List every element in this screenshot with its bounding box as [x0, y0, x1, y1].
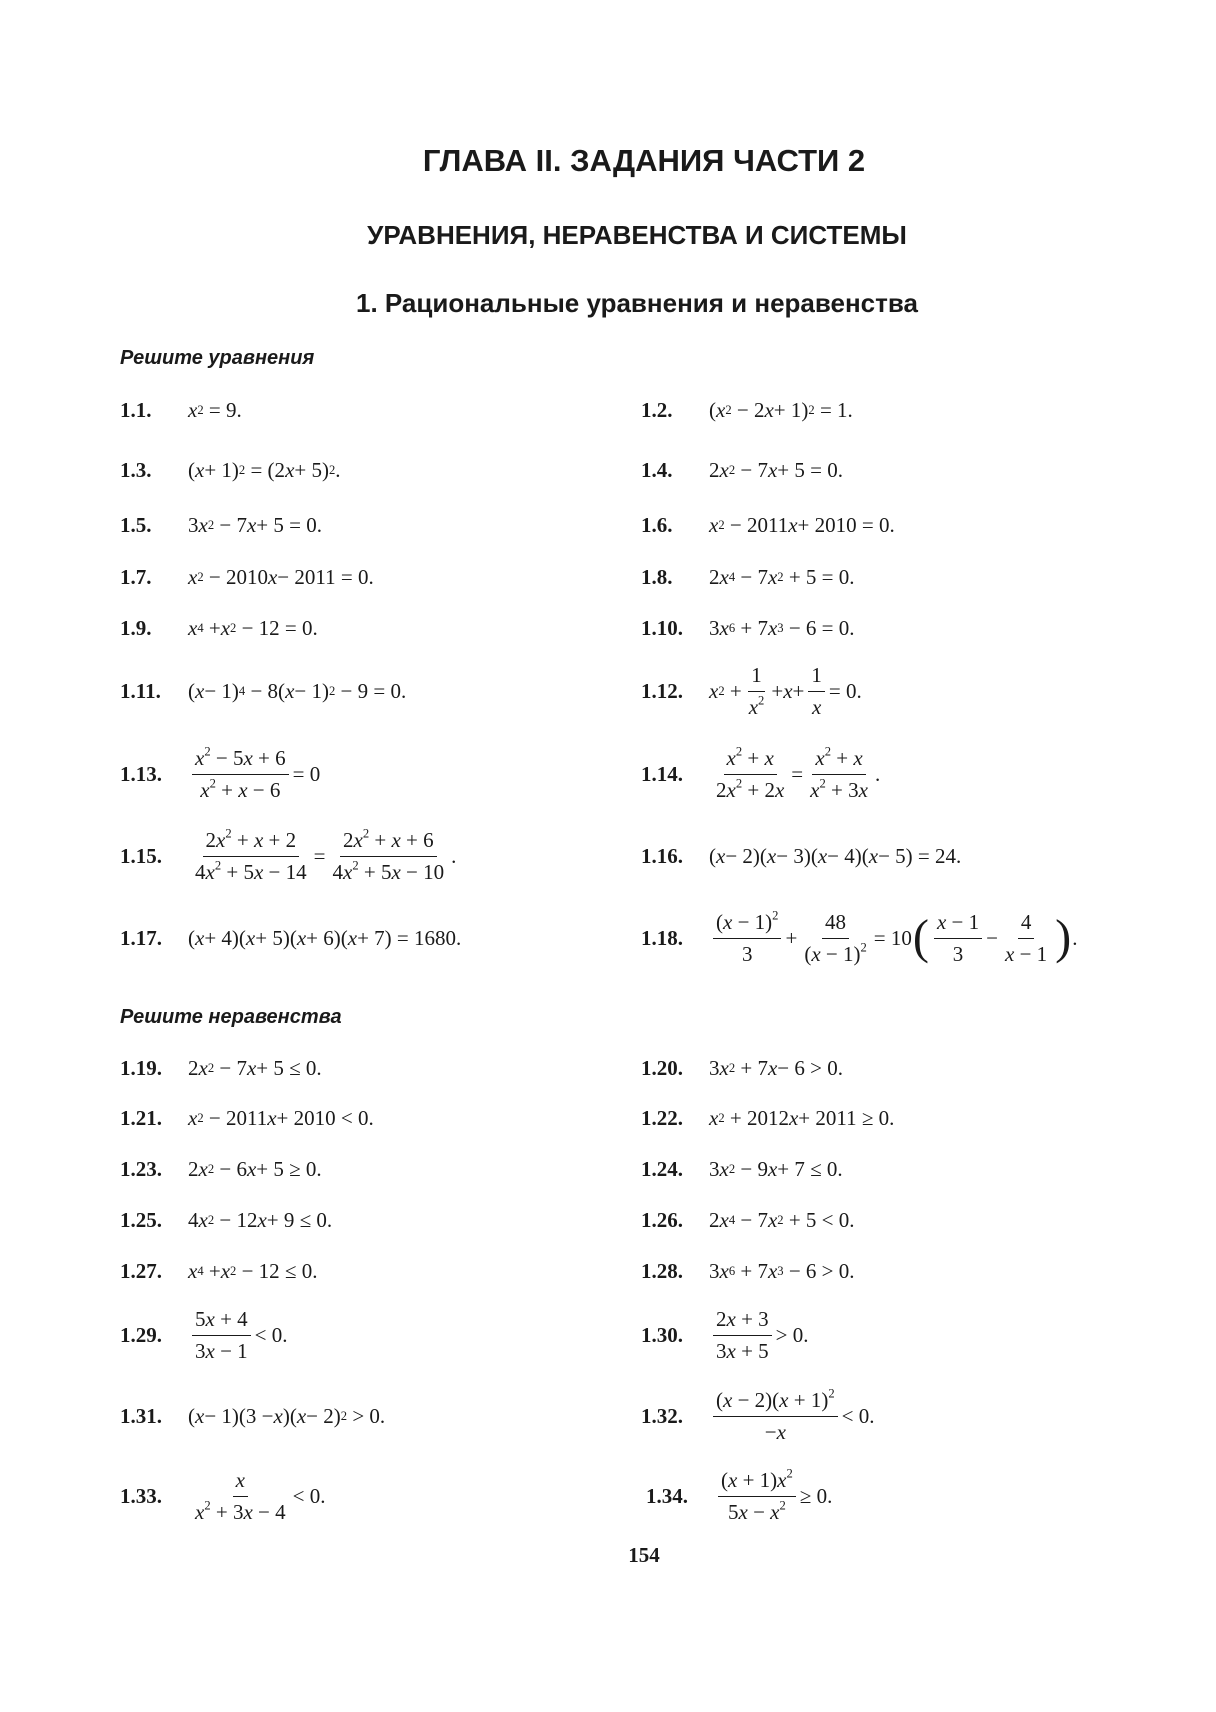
problem [120, 1376, 590, 1456]
problem-number: 1.15. [120, 843, 162, 868]
problem-number: 1.9. [120, 615, 152, 640]
problem [641, 734, 1111, 814]
problem-expression: x 4 + x 2 − 12 = 0. [188, 615, 318, 640]
problem-number: 1.2. [641, 397, 673, 422]
problem-number: 1.13. [120, 761, 162, 786]
problem-expression: $\frac{(x - 1)^2}{3}$ + $\frac{48}{(x - 1)^2}$ = 10 ( $\frac{x - 1}{3}$ − $\frac{4}{x - 1}$ ) . [709, 910, 1078, 965]
problem-expression: $\frac{5x + 4}{3x - 1}$ < 0. [188, 1307, 288, 1362]
problem-expression: ( x − 1)(3 − x )( x − 2) 2 > 0. [188, 1403, 386, 1428]
problem-expression: 4 x 2 − 12 x + 9 ≤ 0. [188, 1207, 333, 1232]
inequalities-heading: Решите неравенства [120, 1006, 342, 1028]
problem-expression: $\frac{(x - 2)(x + 1)^2}{-x}$ < 0. [709, 1388, 874, 1443]
problem-expression: 2 x 4 − 7 x 2 + 5 = 0. [709, 564, 855, 589]
chapter-title: ГЛАВА II. ЗАДАНИЯ ЧАСТИ 2 [422, 143, 866, 178]
problem-expression: 3 x 2 − 9 x + 7 ≤ 0. [709, 1156, 843, 1181]
problem-number: 1.4. [641, 457, 673, 482]
problem-number: 1.25. [120, 1207, 162, 1232]
problem-expression: 2 x 2 − 7 x + 5 ≤ 0. [188, 1055, 322, 1080]
problem-number: 1.21. [120, 1105, 162, 1130]
problem-number: 1.16. [641, 843, 683, 868]
problem-number: 1.22. [641, 1105, 683, 1130]
problem-expression: 3 x 2 − 7 x + 5 = 0. [188, 512, 322, 537]
problem-number: 1.26. [641, 1207, 683, 1232]
problem-number: 1.5. [120, 512, 152, 537]
problem-expression: x 2 − 2011 x + 2010 = 0. [709, 512, 895, 537]
problem-expression: ( x − 1) 4 − 8( x − 1) 2 − 9 = 0. [188, 678, 407, 703]
problem-expression: ( x − 2)( x − 3)( x − 4)( x − 5) = 24. [709, 843, 962, 868]
problem-number: 1.19. [120, 1055, 162, 1080]
problem [120, 734, 590, 814]
problem [641, 816, 1111, 896]
problem-expression: ( x 2 − 2 x + 1) 2 = 1. [709, 397, 853, 422]
problem-number: 1.33. [120, 1483, 162, 1508]
problem-expression: x 2 = 9. [188, 397, 242, 422]
problem [641, 1295, 1111, 1375]
problem [120, 1456, 590, 1536]
problem-number: 1.27. [120, 1258, 162, 1283]
problem-number: 1.29. [120, 1322, 162, 1347]
problem-expression: ( x + 1) 2 = (2 x + 5) 2 . [188, 457, 341, 482]
problem [641, 898, 1161, 978]
problem-number: 1.11. [120, 678, 161, 703]
problem [120, 651, 590, 731]
problem-expression: $\frac{2x^2 + x + 2}{4x^2 + 5x - 14}$ = $\frac{2x^2 + x + 6}{4x^2 + 5x - 10}$ . [195, 826, 457, 884]
problem-expression: 3 x 6 + 7 x 3 − 6 > 0. [709, 1258, 855, 1283]
problem-number: 1.8. [641, 564, 673, 589]
problem-number: 1.20. [641, 1055, 683, 1080]
problem-number: 1.14. [641, 761, 683, 786]
problem-number: 1.18. [641, 925, 683, 950]
problem-expression: $\frac{2x + 3}{3x + 5}$ > 0. [709, 1307, 809, 1362]
problem-expression: 3 x 6 + 7 x 3 − 6 = 0. [709, 615, 855, 640]
problem [641, 1376, 1111, 1456]
problem-expression: x 2 + $\frac{1}{x^2}$ + x + $\frac{1}{x}$ = 0. [709, 663, 862, 719]
problem-expression: x 2 + 2012 x + 2011 ≥ 0. [709, 1105, 895, 1130]
page-number: 154 [628, 1543, 660, 1567]
problem-expression: x 2 − 2011 x + 2010 < 0. [188, 1105, 374, 1130]
problem [646, 1456, 1116, 1536]
problem-number: 1.3. [120, 457, 152, 482]
problem-expression: $\frac{(x + 1)x^2}{5x - x^2}$ ≥ 0. [714, 1468, 832, 1523]
problem [120, 816, 590, 896]
problem-expression: 3 x 2 + 7 x − 6 > 0. [709, 1055, 843, 1080]
problem-number: 1.6. [641, 512, 673, 537]
problem-expression: 2 x 4 − 7 x 2 + 5 < 0. [709, 1207, 855, 1232]
problem-number: 1.10. [641, 615, 683, 640]
equations-heading: Решите уравнения [120, 347, 315, 369]
problem-number: 1.34. [646, 1483, 688, 1508]
problem-number: 1.28. [641, 1258, 683, 1283]
problem-expression: x 4 + x 2 − 12 ≤ 0. [188, 1258, 318, 1283]
problem-expression: $\frac{x^2 - 5x + 6}{x^2 + x - 6}$ = 0 [188, 746, 320, 801]
section-title: УРАВНЕНИЯ, НЕРАВЕНСТВА И СИСТЕМЫ [367, 220, 907, 250]
problem-number: 1.30. [641, 1322, 683, 1347]
problem-expression: x 2 − 2010 x − 2011 = 0. [188, 564, 374, 589]
problem [641, 651, 1111, 731]
problem-number: 1.1. [120, 397, 152, 422]
problem-number: 1.12. [641, 678, 683, 703]
problem-number: 1.24. [641, 1156, 683, 1181]
subsection-title: 1. Рациональные уравнения и неравенства [356, 288, 918, 318]
problem-expression: 2 x 2 − 7 x + 5 = 0. [709, 457, 843, 482]
problem [120, 1295, 590, 1375]
problem-expression: 2 x 2 − 6 x + 5 ≥ 0. [188, 1156, 322, 1181]
problem-number: 1.7. [120, 564, 152, 589]
problem-expression: $\frac{x^2 + x}{2x^2 + 2x}$ = $\frac{x^2 + x}{x^2 + 3x}$ . [716, 744, 881, 802]
problem-expression: $\frac{x}{x^2 + 3x - 4}$ < 0. [195, 1468, 326, 1524]
problem [120, 898, 590, 978]
problem-expression: ( x + 4)( x + 5)( x + 6)( x + 7) = 1680. [188, 925, 462, 950]
problem-number: 1.23. [120, 1156, 162, 1181]
problem-number: 1.17. [120, 925, 162, 950]
problem-number: 1.31. [120, 1403, 162, 1428]
problem-number: 1.32. [641, 1403, 683, 1428]
